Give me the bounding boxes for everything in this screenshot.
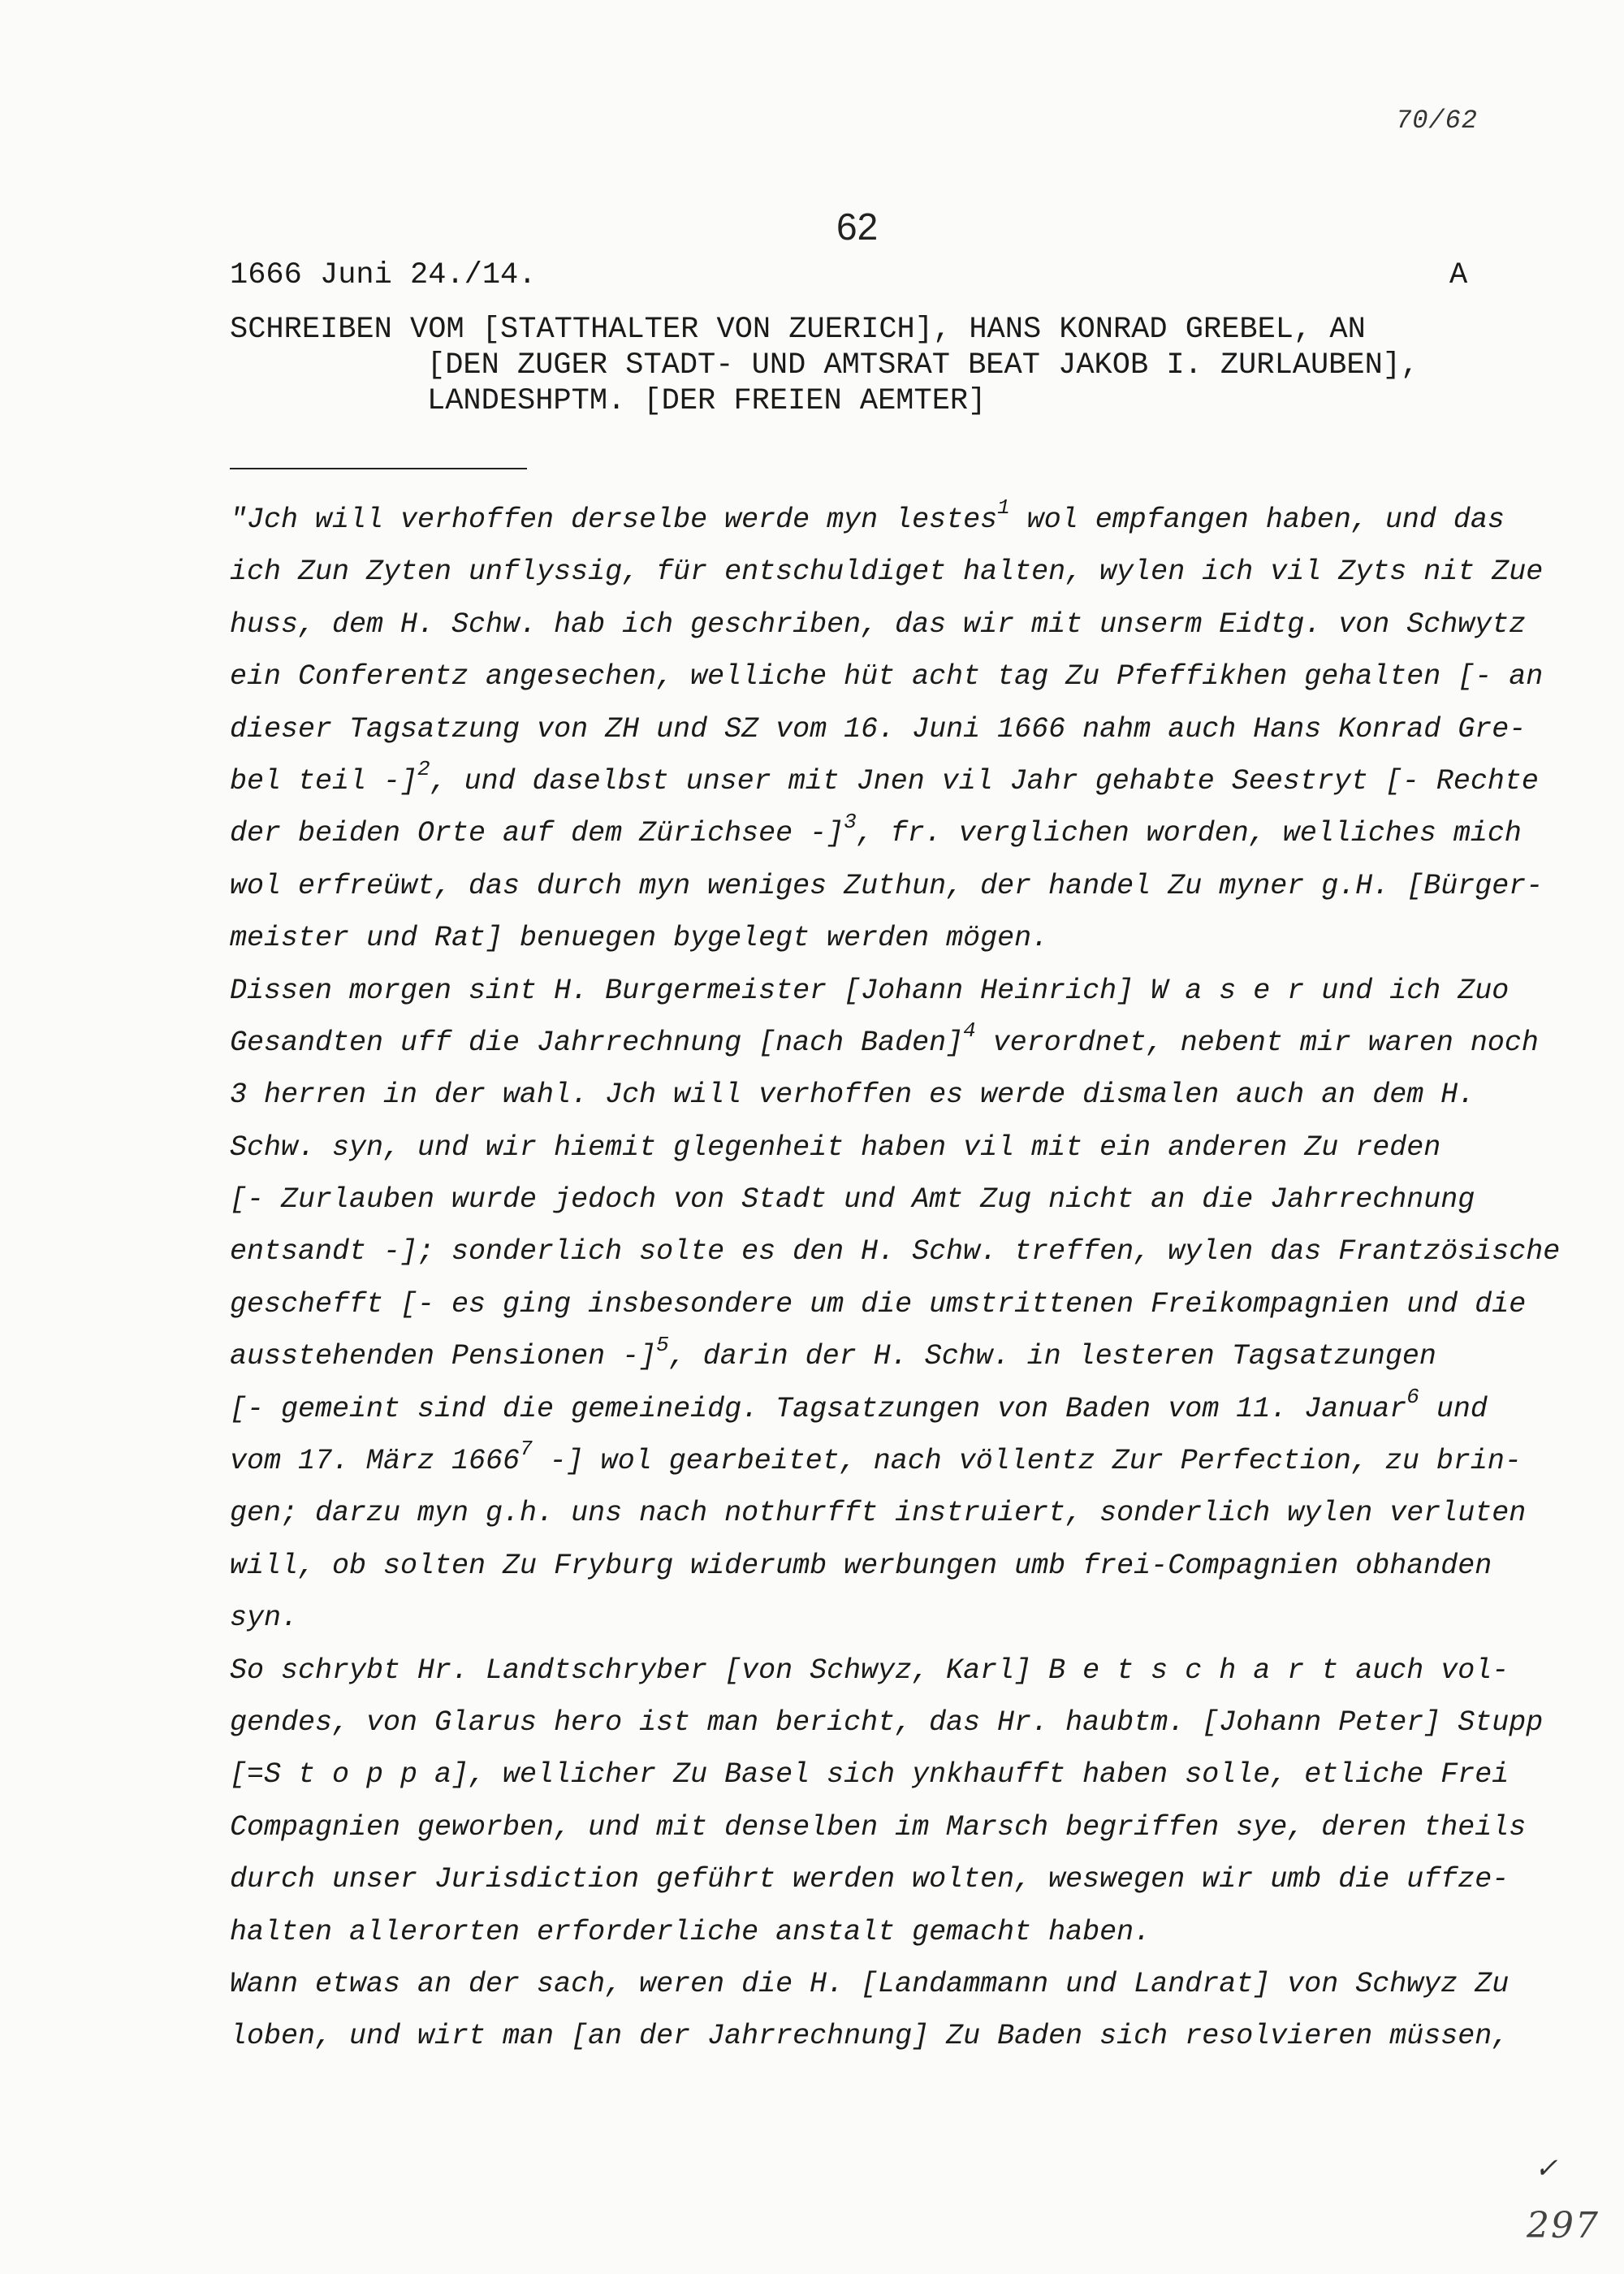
body-line: geschefft [- es ging insbesondere um die umstrittenen Freikompagnien und die [230,1287,1527,1321]
body-line: Wann etwas an der sach, weren die H. [Landammann und Landrat] von Schwyz Zu [230,1967,1510,2000]
body-text-segment: -] wol gearbeitet, nach völlentz Zur Perfection, zu brin- [532,1445,1522,1478]
heading-line-2: [DEN ZUGER STADT- UND AMTSRAT BEAT JAKOB I. ZURLAUBEN], [427,348,1419,383]
body-line [230,755,1539,807]
body-line: Compagnien geworben, und mit denselben im Marsch begriffen sye, deren theils [230,1810,1527,1844]
body-line [230,1017,1539,1069]
body-text-segment: und [1419,1392,1488,1425]
heading-line-3: LANDESHPTM. [DER FREIEN AEMTER] [427,384,987,418]
body-line [230,1383,1529,1435]
body-text-segment: Gesandten uff die Jahrrechnung [nach Baden] [230,1026,964,1059]
body-line: loben, und wirt man [an der Jahrrechnung] Zu Baden sich resolvieren müssen, [230,2020,1510,2053]
body-line: [- Zurlauben wurde jedoch von Stadt und Amt Zug nicht an die Jahrrechnung [230,1183,1475,1217]
body-line: So schrybt Hr. Landtschryber [von Schwyz, Karl] B e t s c h a r t auch vol- [230,1654,1510,1687]
archive-reference: 70/62 [1395,106,1478,136]
body-line: entsandt -]; sonderlich solte es den H. Schw. treffen, wylen das Frantzösische [230,1235,1561,1269]
body-line: Schw. syn, und wir hiemit glegenheit haben vil mit ein anderen Zu reden [230,1131,1441,1164]
footnote-marker: 5 [656,1332,669,1357]
document-class-letter: A [1449,258,1468,292]
body-text-segment: wol empfangen haben, und das [1009,504,1505,536]
body-line: meister und Rat] benuegen bygelegt werden mögen. [230,922,1049,955]
body-text-segment: ausstehenden Pensionen -] [230,1340,657,1373]
heading-line-1: SCHREIBEN VOM [STATTHALTER VON ZUERICH], HANS KONRAD GREBEL, AN [230,313,1366,347]
body-line: ich Zun Zyten unflyssig, für entschuldiget halten, wylen ich vil Zyts nit Zue [230,556,1544,589]
body-line: gen; darzu myn g.h. uns nach nothurfft instruiert, sonderlich wylen verluten [230,1497,1527,1530]
body-text-segment: [- gemeint sind die gemeineidg. Tagsatzungen von Baden vom 11. Januar [230,1392,1407,1425]
body-line: 3 herren in der wahl. Jch will verhoffen es werde dismalen auch an dem H. [230,1079,1475,1112]
body-line [230,1435,1529,1487]
body-line [230,807,1529,859]
body-line: syn. [230,1602,299,1635]
document-heading [230,312,1529,419]
body-line [230,1330,1529,1382]
footnote-marker: 6 [1406,1384,1419,1409]
footnote-marker: 1 [997,495,1010,521]
body-text-segment: bel teil -] [230,764,418,798]
body-text-segment: der beiden Orte auf dem Zürichsee -] [230,817,844,850]
body-line: gendes, von Glarus hero ist man bericht, das Hr. haubtm. [Johann Peter] Stupp [230,1706,1544,1739]
body-line: Dissen morgen sint H. Burgermeister [Johann Heinrich] W a s e r und ich Zuo [230,974,1510,1007]
body-text-segment: , darin der H. Schw. in lesteren Tagsatzungen [668,1340,1436,1373]
footnote-marker: 4 [963,1018,976,1044]
footnote-marker: 2 [417,757,430,782]
handwritten-page-number: 297 [1527,2205,1600,2246]
body-text-segment: vom 17. März 1666 [230,1445,520,1478]
body-text-segment: , und daselbst unser mit Jnen vil Jahr gehabte Seestryt [- Rechte [430,764,1539,798]
document-date: 1666 Juni 24./14. [230,258,537,292]
document-number: 62 [836,205,879,248]
body-line: durch unser Jurisdiction geführt werden wolten, weswegen wir umb die uffze- [230,1863,1510,1896]
body-line: ein Conferentz angesechen, welliche hüt acht tag Zu Pfeffikhen gehalten [- an [230,660,1544,694]
body-line [230,494,1529,546]
checkmark-icon: ✓ [1535,2155,1558,2186]
separator-rule [230,468,527,469]
body-text-segment: , fr. verglichen worden, welliches mich [856,817,1522,850]
body-line: halten allerorten erforderliche anstalt gemacht haben. [230,1915,1151,1948]
footnote-marker: 7 [520,1437,533,1462]
body-text-segment: verordnet, nebent mir waren noch [975,1026,1539,1059]
body-line: will, ob solten Zu Fryburg widerumb werbungen umb frei-Compagnien obhanden [230,1549,1492,1582]
body-line: huss, dem H. Schw. hab ich geschriben, das wir mit unserm Eidtg. von Schwytz [230,607,1527,641]
body-text-segment: "Jch will verhoffen derselbe werde myn lestes [230,504,998,536]
body-line: dieser Tagsatzung von ZH und SZ vom 16. Juni 1666 nahm auch Hans Konrad Gre- [230,712,1527,746]
letter-body [230,494,1561,2063]
body-line: [=S t o p p a], wellicher Zu Basel sich ynkhaufft haben solle, etliche Frei [230,1758,1510,1792]
footnote-marker: 3 [844,809,857,834]
body-line: wol erfreüwt, das durch myn weniges Zuthun, der handel Zu myner g.H. [Bürger- [230,869,1544,902]
